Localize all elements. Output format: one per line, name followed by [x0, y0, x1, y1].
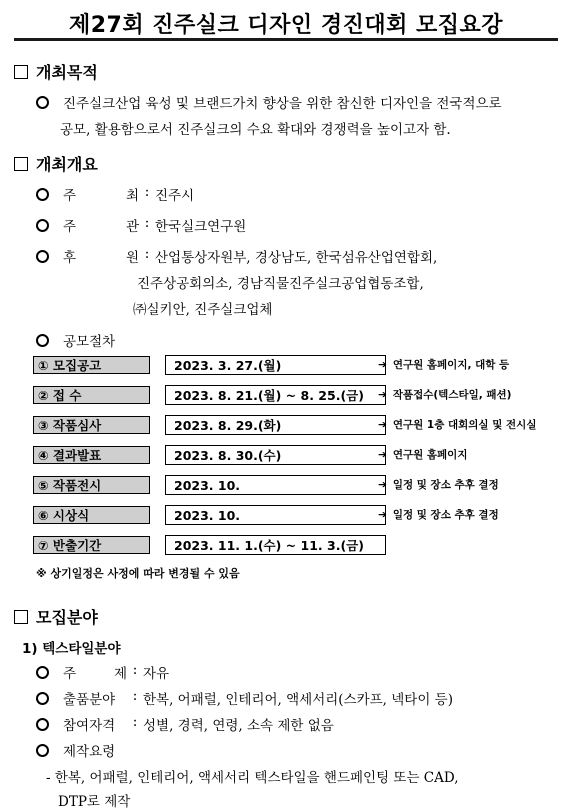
circle-bullet-icon [36, 250, 49, 263]
schedule-caution-note: ※ 상기일정은 사정에 따라 변경될 수 있음 [36, 567, 240, 580]
colon: : [132, 662, 138, 678]
category-label: 출품분야 [63, 692, 116, 708]
colon: : [132, 688, 138, 704]
circle-bullet-icon [36, 96, 49, 109]
arrow-right-icon: ➔ [378, 419, 387, 431]
checkbox-square-icon [14, 157, 28, 171]
sponsor-label-char: 원 [125, 250, 139, 266]
step-note [378, 475, 499, 495]
theme-label-char: 주 [63, 666, 77, 682]
colon: : [144, 184, 150, 200]
organizer-label-char: 주 [63, 219, 77, 235]
purpose-bullet [36, 92, 502, 112]
circle-bullet-icon [36, 188, 49, 201]
eligibility-label: 참여자격 [63, 718, 116, 734]
step-note [378, 385, 511, 405]
colon: : [144, 246, 150, 262]
step-note-text: 연구원 1층 대회의실 및 전시실 [392, 419, 537, 431]
eligibility-value: 성별, 경력, 연령, 소속 제한 없음 [143, 718, 334, 734]
step-date: 2023. 10. [165, 505, 386, 525]
step-label: ⑤ 작품전시 [33, 476, 150, 494]
step-note [378, 415, 536, 435]
circle-bullet-icon [36, 692, 49, 705]
step-label: ⑥ 시상식 [33, 506, 150, 524]
step-date: 2023. 8. 30.(수) [165, 445, 386, 465]
host-row [36, 184, 194, 204]
step-note-text: 일정 및 장소 추후 결정 [392, 479, 499, 491]
theme-value: 자유 [143, 666, 170, 682]
arrow-right-icon: ➔ [378, 479, 387, 491]
page-title: 제27회 진주실크 디자인 경진대회 모집요강 [68, 13, 504, 38]
checkbox-square-icon [14, 65, 28, 79]
step-label: ① 모집공고 [33, 356, 150, 374]
arrow-right-icon: ➔ [378, 359, 387, 371]
colon: : [144, 215, 150, 231]
organizer-value: 한국실크연구원 [155, 219, 247, 235]
step-date: 2023. 10. [165, 475, 386, 495]
circle-bullet-icon [36, 718, 49, 731]
colon: : [132, 714, 138, 730]
arrow-right-icon: ➔ [378, 389, 387, 401]
guideline-line1: - 한복, 어패럴, 인테리어, 액세서리 텍스타일을 핸드페인팅 또는 CAD, [46, 770, 459, 786]
guideline-line2: DTP로 제작 [58, 794, 131, 810]
arrow-right-icon: ➔ [378, 449, 387, 461]
procedure-label: 공모절차 [63, 334, 116, 350]
section-heading-fields [14, 605, 98, 628]
eligibility-row [36, 714, 334, 734]
step-date: 2023. 3. 27.(월) [165, 355, 386, 375]
section-heading-label: 개최개요 [36, 155, 98, 174]
host-value: 진주시 [155, 188, 195, 204]
sub-heading-textile: 1) 텍스타일분야 [22, 641, 121, 657]
purpose-text-line1: 진주실크산업 육성 및 브랜드가치 향상을 위한 참신한 디자인을 전국적으로 [63, 96, 502, 112]
sponsor-line3: ㈜실키안, 진주실크업체 [133, 302, 273, 318]
step-note [378, 505, 499, 525]
step-date: 2023. 8. 21.(월) ~ 8. 25.(금) [165, 385, 386, 405]
guideline-label: 제작요령 [63, 744, 116, 760]
step-note-text: 작품접수(텍스타일, 패션) [392, 389, 512, 401]
section-heading-purpose [14, 60, 98, 83]
category-value: 한복, 어패럴, 인테리어, 액세서리(스카프, 넥타이 등) [143, 692, 453, 708]
step-note [378, 355, 509, 375]
host-label-char: 주 [63, 188, 77, 204]
section-heading-label: 모집분야 [36, 608, 98, 627]
sponsor-label-char: 후 [63, 250, 77, 266]
step-date: 2023. 8. 29.(화) [165, 415, 386, 435]
step-label: ⑦ 반출기간 [33, 536, 150, 554]
procedure-row [36, 330, 115, 350]
guideline-row [36, 740, 115, 760]
category-row [36, 688, 453, 708]
step-label: ④ 결과발표 [33, 446, 150, 464]
organizer-row [36, 215, 246, 235]
arrow-right-icon: ➔ [378, 509, 387, 521]
organizer-label-char: 관 [125, 219, 139, 235]
section-heading-overview [14, 152, 98, 175]
circle-bullet-icon [36, 666, 49, 679]
title-underline [14, 38, 558, 41]
checkbox-square-icon [14, 610, 28, 624]
sponsor-row [36, 246, 437, 266]
step-note-text: 연구원 홈페이지, 대학 등 [392, 359, 510, 371]
circle-bullet-icon [36, 219, 49, 232]
section-heading-label: 개최목적 [36, 63, 98, 82]
circle-bullet-icon [36, 334, 49, 347]
circle-bullet-icon [36, 744, 49, 757]
step-note [378, 445, 467, 465]
theme-label-char: 제 [113, 666, 127, 682]
theme-row [36, 662, 169, 682]
purpose-text-line2: 공모, 활용함으로서 진주실크의 수요 확대와 경쟁력을 높이고자 함. [60, 122, 451, 138]
sponsor-line2: 진주상공회의소, 경남직물진주실크공업협동조합, [137, 276, 424, 292]
step-label: ② 접 수 [33, 386, 150, 404]
step-note-text: 연구원 홈페이지 [392, 449, 468, 461]
host-label-char: 최 [125, 188, 139, 204]
step-label: ③ 작품심사 [33, 416, 150, 434]
step-note-text: 일정 및 장소 추후 결정 [392, 509, 499, 521]
step-date: 2023. 11. 1.(수) ~ 11. 3.(금) [165, 535, 386, 555]
sponsor-line1: 산업통상자원부, 경상남도, 한국섬유산업연합회, [155, 250, 438, 266]
